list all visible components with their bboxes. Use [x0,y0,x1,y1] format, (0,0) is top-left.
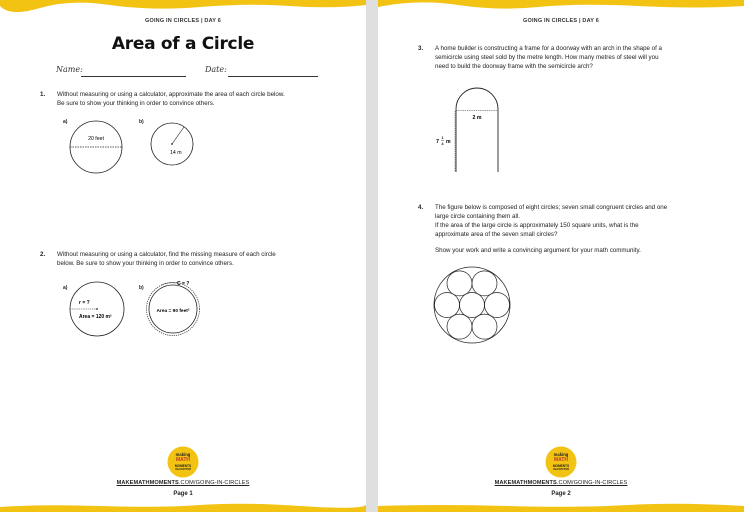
name-field[interactable] [81,76,186,77]
area-given: Area = 120 m² [79,314,112,320]
circle-radius-figure [151,123,193,165]
circle-area-figure [70,282,124,336]
question-text [435,203,667,239]
logo-line3: MOMENTS [174,464,192,468]
logo-line4: that MATTER [174,468,192,471]
page-header: GOING IN CIRCLES | DAY 6 [522,18,600,24]
question-2 [40,250,340,270]
logo-line2: MATH [553,457,569,463]
question-line: The figure below is composed of eight circles; seven small congruent circles and one [435,204,668,211]
logo-line1: making [175,452,191,457]
date-label: Date: [205,65,227,74]
bottom-brush-band [378,500,744,512]
question-text [435,44,662,71]
page-title: Area of a Circle [111,34,255,54]
footer-link-rest: .COM/GOING-IN-CIRCLES [556,480,628,486]
question-line: Without measuring or using a calculator, approximate the area of each circle below. [57,91,285,98]
logo-line2: MATH [175,457,191,463]
question-text [57,250,276,268]
part-a-label: a) [63,285,68,291]
logo-line1: making [553,452,569,457]
page-header: GOING IN CIRCLES | DAY 6 [144,18,222,24]
radius-label: 14 m [170,150,182,156]
question-number: 1. [40,91,46,98]
question-line: large circle containing them all. [435,213,520,220]
part-b-label: b) [139,285,144,291]
question-number: 4. [418,204,424,211]
part-a-label: a) [63,119,68,125]
question-1 [40,90,340,110]
name-label: Name: [56,65,83,74]
bottom-brush-band [0,500,366,512]
footer-link-bold: MAKEMATHMOMENTS [116,480,179,486]
height-unit: m [446,139,451,145]
height-denominator: 4 [441,142,444,146]
question-3 [418,44,728,74]
height-whole: 7 [436,139,439,145]
part-b-label: b) [139,119,144,125]
question-line: need to build the doorway frame with the semicircle arch? [435,63,593,70]
question-4-instruction: Show your work and write a convincing argument for your math community. [435,247,641,254]
question-line: semicircle using steel sold by the metre length. How many metres of steel will you [435,54,659,61]
top-brush-band [0,0,366,12]
question-line: A home builder is constructing a frame for a doorway with an arch in the shape of a [435,45,662,52]
circle-circumference-figure [147,281,200,336]
worksheet-page-1 [0,0,366,512]
top-brush-band [378,0,744,12]
worksheet-page-2 [378,0,744,512]
question-number: 3. [418,45,424,52]
logo-line4: that MATTER [552,468,570,471]
question-line: below. Be sure to show your thinking in order to convince others. [57,260,234,267]
footer-link-bold: MAKEMATHMOMENTS [494,480,557,486]
page-number: Page 1 [173,491,193,497]
radius-unknown: r = ? [79,300,90,306]
footer-link-rest: .COM/GOING-IN-CIRCLES [178,480,250,486]
page-number: Page 2 [551,491,571,497]
height-numerator: 1 [441,136,444,140]
footer-link[interactable] [0,480,366,486]
eight-circles-figure [432,265,512,345]
doorway-arch-figure [433,84,503,174]
q1-figures [60,118,210,178]
question-number: 2. [40,251,46,258]
date-field[interactable] [228,76,318,77]
question-line: approximate area of the seven small circles? [435,231,558,238]
logo-line3: MOMENTS [552,464,570,468]
footer-link[interactable] [378,480,744,486]
question-4 [418,203,728,243]
circle-diameter-figure [70,121,122,173]
question-text [57,90,285,108]
area-given: Area = 90 feet² [156,309,190,314]
question-line: Be sure to show your thinking in order to convince others. [57,100,215,107]
circumference-unknown: C = ? [177,281,190,287]
q2-figures [60,280,210,340]
diameter-label: 20 feet [88,136,104,142]
question-line: Without measuring or using a calculator, find the missing measure of each circle [57,251,276,258]
width-label: 2 m [472,115,482,121]
question-line: If the area of the large circle is approximately 150 square units, what is the [435,222,639,229]
